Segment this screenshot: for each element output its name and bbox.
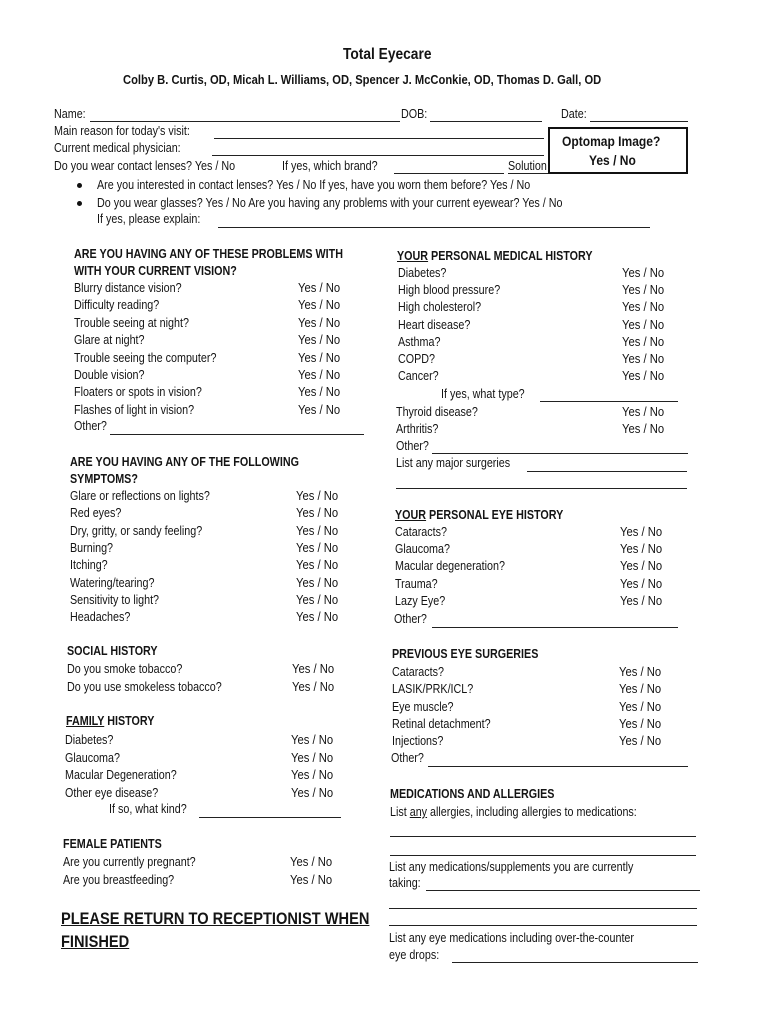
vision-item-yes-no[interactable]: Yes / No bbox=[298, 402, 341, 417]
symptom-item-yes-no[interactable]: Yes / No bbox=[296, 558, 339, 573]
eye-surgery-item-yes-no[interactable]: Yes / No bbox=[619, 699, 662, 714]
vision-other-field[interactable] bbox=[110, 434, 364, 435]
vision-item-label: Trouble seeing the computer? bbox=[74, 350, 217, 365]
meds-label-2: taking: bbox=[389, 876, 421, 890]
eye-surgeries-heading: PREVIOUS EYE SURGERIES bbox=[392, 647, 539, 661]
glasses-line: Do you wear glasses? Yes / No Are you having any problems with your current eyewear? Yes / No bbox=[97, 196, 563, 210]
female-item-yes-no[interactable]: Yes / No bbox=[290, 855, 333, 869]
eye-surgery-item-label: Injections? bbox=[392, 734, 444, 749]
symptom-item-label: Red eyes? bbox=[70, 506, 122, 521]
surgeries-field[interactable] bbox=[527, 471, 687, 472]
medical-item-label: Cancer? bbox=[398, 369, 439, 384]
return-notice-line-1: PLEASE RETURN TO RECEPTIONIST WHEN bbox=[61, 909, 370, 928]
brand-field[interactable] bbox=[394, 173, 504, 174]
meds-field-1[interactable] bbox=[426, 890, 700, 891]
family-item-label: Other eye disease? bbox=[65, 785, 159, 800]
social-heading: SOCIAL HISTORY bbox=[67, 644, 158, 658]
drops-label-2: eye drops: bbox=[389, 948, 440, 962]
symptom-item-yes-no[interactable]: Yes / No bbox=[296, 592, 339, 607]
family-item-yes-no[interactable]: Yes / No bbox=[291, 768, 334, 782]
date-field[interactable] bbox=[590, 121, 688, 122]
medical-item-label: Diabetes? bbox=[398, 266, 447, 280]
medical-item-yes-no[interactable]: Yes / No bbox=[622, 352, 665, 366]
medical-item-label: Asthma? bbox=[398, 334, 441, 349]
vision-other-label: Other? bbox=[74, 419, 107, 433]
eye-history-item-yes-no[interactable]: Yes / No bbox=[620, 559, 663, 574]
medical-item-yes-no[interactable]: Yes / No bbox=[622, 283, 665, 298]
eye-surgery-item-label: Retinal detachment? bbox=[392, 716, 491, 731]
vision-item-yes-no[interactable]: Yes / No bbox=[298, 333, 341, 348]
family-heading: FAMILY HISTORY bbox=[66, 714, 155, 728]
reason-label: Main reason for today's visit: bbox=[54, 124, 190, 138]
eye-history-other-field[interactable] bbox=[432, 627, 678, 628]
family-kind-field[interactable] bbox=[199, 817, 341, 818]
medical-heading: YOUR PERSONAL MEDICAL HISTORY bbox=[397, 249, 593, 263]
family-item-yes-no[interactable]: Yes / No bbox=[291, 733, 334, 747]
female-item-yes-no[interactable]: Yes / No bbox=[290, 873, 333, 887]
family-item-yes-no[interactable]: Yes / No bbox=[291, 750, 334, 765]
return-notice-line-2: FINISHED bbox=[61, 932, 130, 951]
eye-history-item-label: Glaucoma? bbox=[395, 542, 450, 557]
surgeries-field-2[interactable] bbox=[396, 488, 687, 489]
medical-item-label: COPD? bbox=[398, 352, 436, 366]
physician-label: Current medical physician: bbox=[54, 141, 181, 155]
explain-label: If yes, please explain: bbox=[97, 212, 201, 226]
name-field[interactable] bbox=[90, 121, 400, 122]
allergies-field-1[interactable] bbox=[390, 836, 696, 837]
symptom-item-yes-no[interactable]: Yes / No bbox=[296, 523, 339, 538]
eye-history-item-yes-no[interactable]: Yes / No bbox=[620, 576, 663, 591]
meds-field-2[interactable] bbox=[389, 908, 697, 909]
eye-history-item-label: Lazy Eye? bbox=[395, 593, 446, 608]
vision-heading-2: WITH YOUR CURRENT VISION? bbox=[74, 264, 237, 278]
social-item-yes-no[interactable]: Yes / No bbox=[292, 662, 335, 676]
eye-history-other-label: Other? bbox=[394, 612, 427, 626]
vision-item-yes-no[interactable]: Yes / No bbox=[298, 315, 341, 330]
eye-history-item-label: Trauma? bbox=[395, 576, 438, 591]
allergies-label: List any allergies, including allergies to medications: bbox=[390, 805, 637, 819]
optomap-title: Optomap Image? bbox=[562, 133, 661, 149]
medical-item-yes-no[interactable]: Yes / No bbox=[622, 317, 665, 332]
cancer-type-label: If yes, what type? bbox=[441, 387, 525, 401]
female-item-label: Are you breastfeeding? bbox=[63, 873, 175, 887]
explain-field[interactable] bbox=[218, 227, 650, 228]
symptom-item-yes-no[interactable]: Yes / No bbox=[296, 610, 339, 625]
dob-label: DOB: bbox=[401, 107, 428, 121]
solution-label: Solution bbox=[508, 159, 547, 173]
symptom-item-yes-no[interactable]: Yes / No bbox=[296, 575, 339, 590]
name-label: Name: bbox=[54, 107, 86, 121]
contacts-question: Do you wear contact lenses? Yes / No bbox=[54, 159, 236, 173]
solution-field[interactable] bbox=[508, 173, 548, 174]
bullet-icon bbox=[77, 183, 82, 188]
eye-surgery-item-yes-no[interactable]: Yes / No bbox=[619, 734, 662, 749]
social-item-yes-no[interactable]: Yes / No bbox=[292, 679, 335, 694]
family-item-label: Glaucoma? bbox=[65, 750, 120, 765]
female-item-label: Are you currently pregnant? bbox=[63, 855, 196, 869]
eye-surgery-item-yes-no[interactable]: Yes / No bbox=[619, 682, 662, 697]
eye-surgery-item-yes-no[interactable]: Yes / No bbox=[619, 716, 662, 731]
family-kind-label: If so, what kind? bbox=[109, 802, 187, 816]
eye-surgeries-other-label: Other? bbox=[391, 751, 424, 765]
eye-history-heading: YOUR PERSONAL EYE HISTORY bbox=[395, 508, 564, 522]
symptom-item-label: Sensitivity to light? bbox=[70, 592, 160, 607]
doctors-line: Colby B. Curtis, OD, Micah L. Williams, OD, Spencer J. McConkie, OD, Thomas D. Gall, OD bbox=[123, 72, 602, 87]
vision-item-label: Blurry distance vision? bbox=[74, 281, 182, 295]
symptom-item-yes-no[interactable]: Yes / No bbox=[296, 506, 339, 521]
arthritis-yes-no[interactable]: Yes / No bbox=[622, 422, 665, 436]
social-item-label: Do you smoke tobacco? bbox=[67, 662, 183, 676]
medical-other-label: Other? bbox=[396, 439, 429, 453]
drops-label-1: List any eye medications including over-the-counter bbox=[389, 931, 635, 945]
eye-history-item-label: Macular degeneration? bbox=[395, 559, 505, 574]
meds-field-3[interactable] bbox=[389, 925, 697, 926]
cancer-type-field[interactable] bbox=[540, 401, 678, 402]
bullet-icon bbox=[77, 201, 82, 206]
surgeries-label: List any major surgeries bbox=[396, 456, 511, 470]
thyroid-yes-no[interactable]: Yes / No bbox=[622, 405, 665, 419]
eye-surgery-item-yes-no[interactable]: Yes / No bbox=[619, 665, 662, 679]
vision-item-label: Flashes of light in vision? bbox=[74, 402, 195, 417]
reason-field[interactable] bbox=[214, 138, 544, 139]
arthritis-label: Arthritis? bbox=[396, 422, 439, 436]
medical-other-field[interactable] bbox=[432, 453, 688, 454]
medical-item-yes-no[interactable]: Yes / No bbox=[622, 334, 665, 349]
family-item-label: Macular Degeneration? bbox=[65, 768, 177, 782]
vision-item-label: Difficulty reading? bbox=[74, 298, 160, 313]
symptom-item-yes-no[interactable]: Yes / No bbox=[296, 540, 339, 555]
vision-item-label: Floaters or spots in vision? bbox=[74, 385, 202, 400]
symptom-item-label: Headaches? bbox=[70, 610, 131, 625]
symptoms-heading-1: ARE YOU HAVING ANY OF THE FOLLOWING bbox=[70, 455, 299, 469]
vision-item-label: Trouble seeing at night? bbox=[74, 315, 189, 330]
optomap-yes-no[interactable]: Yes / No bbox=[589, 152, 636, 168]
symptom-item-yes-no[interactable]: Yes / No bbox=[296, 489, 339, 503]
medical-item-yes-no[interactable]: Yes / No bbox=[622, 266, 665, 280]
eye-history-item-yes-no[interactable]: Yes / No bbox=[620, 542, 663, 557]
date-label: Date: bbox=[561, 107, 587, 121]
social-item-label: Do you use smokeless tobacco? bbox=[67, 679, 222, 694]
family-item-label: Diabetes? bbox=[65, 733, 114, 747]
female-heading: FEMALE PATIENTS bbox=[63, 837, 162, 851]
symptom-item-label: Glare or reflections on lights? bbox=[70, 489, 210, 503]
vision-item-yes-no[interactable]: Yes / No bbox=[298, 298, 341, 313]
symptom-item-label: Burning? bbox=[70, 540, 114, 555]
medical-item-yes-no[interactable]: Yes / No bbox=[622, 300, 665, 315]
vision-item-yes-no[interactable]: Yes / No bbox=[298, 368, 341, 382]
drops-field[interactable] bbox=[452, 962, 698, 963]
meds-label-1: List any medications/supplements you are currently bbox=[389, 860, 634, 874]
thyroid-label: Thyroid disease? bbox=[396, 405, 478, 419]
eye-surgery-item-label: LASIK/PRK/ICL? bbox=[392, 682, 474, 697]
eye-history-item-label: Cataracts? bbox=[395, 525, 447, 539]
symptoms-heading-2: SYMPTOMS? bbox=[70, 472, 138, 486]
physician-field[interactable] bbox=[212, 155, 544, 156]
medical-item-label: Heart disease? bbox=[398, 317, 471, 332]
vision-item-label: Glare at night? bbox=[74, 333, 145, 348]
family-item-yes-no[interactable]: Yes / No bbox=[291, 785, 334, 800]
eye-surgeries-other-field[interactable] bbox=[428, 766, 688, 767]
vision-heading-1: ARE YOU HAVING ANY OF THESE PROBLEMS WITH bbox=[74, 247, 343, 261]
eye-surgery-item-label: Cataracts? bbox=[392, 665, 444, 679]
eye-surgery-item-label: Eye muscle? bbox=[392, 699, 454, 714]
allergies-field-2[interactable] bbox=[390, 855, 696, 856]
brand-label: If yes, which brand? bbox=[282, 159, 378, 173]
vision-item-yes-no[interactable]: Yes / No bbox=[298, 281, 341, 295]
symptom-item-label: Watering/tearing? bbox=[70, 575, 155, 590]
medical-item-yes-no[interactable]: Yes / No bbox=[622, 369, 665, 384]
dob-field[interactable] bbox=[430, 121, 542, 122]
eye-history-item-yes-no[interactable]: Yes / No bbox=[620, 593, 663, 608]
symptom-item-label: Dry, gritty, or sandy feeling? bbox=[70, 523, 203, 538]
vision-item-yes-no[interactable]: Yes / No bbox=[298, 385, 341, 400]
vision-item-yes-no[interactable]: Yes / No bbox=[298, 350, 341, 365]
contacts-interest-line: Are you interested in contact lenses? Yes / No If yes, have you worn them before? Yes / No bbox=[97, 178, 531, 192]
symptom-item-label: Itching? bbox=[70, 558, 108, 573]
eye-history-item-yes-no[interactable]: Yes / No bbox=[620, 525, 663, 539]
medical-item-label: High cholesterol? bbox=[398, 300, 482, 315]
vision-item-label: Double vision? bbox=[74, 368, 145, 382]
meds-heading: MEDICATIONS AND ALLERGIES bbox=[390, 787, 555, 801]
medical-item-label: High blood pressure? bbox=[398, 283, 501, 298]
page-title: Total Eyecare bbox=[343, 46, 432, 63]
